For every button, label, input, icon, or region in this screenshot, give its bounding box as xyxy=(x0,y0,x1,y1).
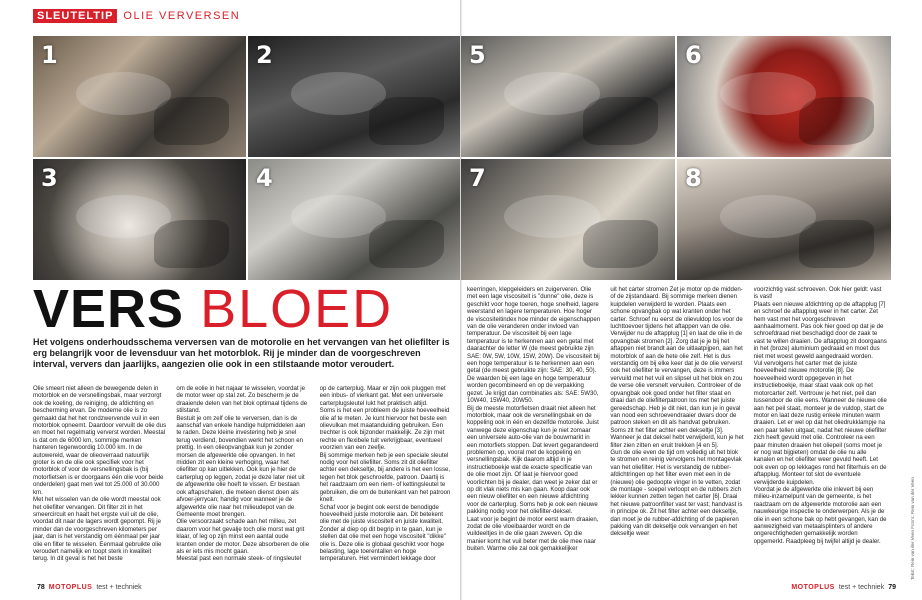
photo-step-2 xyxy=(248,36,461,157)
photo-grid-left xyxy=(33,36,461,280)
photo-step-1 xyxy=(33,36,246,157)
intro-paragraph: Het volgens onderhoudsschema verversen van de motorolie en het vervangen van het oliefilter is erg belangrijk voor de levensduur van het motorblok. Rij je minder dan de voorgeschreven interval, ververs dan jaarlijks, aangezien olie ook in een stilstaande motor veroudert. xyxy=(33,337,450,369)
column xyxy=(176,385,309,581)
credit-text: Tekst: Rein van der Veen Foto's: Rein van der Veen xyxy=(910,477,915,580)
paragraph: Olie smeert niet alleen de bewegende delen in motorblok en de versnellingsbak, maar verzorgt ook de koeling, de reiniging, de afdichting en bescherming ervan. De moderne olie is zo gemaakt dat het het rondzwervende vuil in een motorblok opneemt. Daardoor vervuilt de olie dus en moet het regelmatig ververst worden. Meestal is dat om de 6000 km, sommige merken hanteren tegenwoordig 10.000 km. In de autowereld, waar de olieoverraad natuurlijk groter is en de olie ook specifiek voor het motorblok of voor de versnellingsbak is (bij motorfietsen is er doorgaans één olie voor beide onderdelen) gaat men wel tot 25.000 of 30.000 km. xyxy=(33,385,167,496)
paragraph: Voordat je de afgewerkte olie inlevert bij een milieu-inzamelpunt van de gemeente, is het raadzaam om de afgewerkte motorolie aan een nauwkeurige inspectie te onderwerpen. Als je de olie in een schone bak op hebt gevangen, kan de aanwezigheid van metaalsplinters of andere ongerechtigheden gemakkelijk worden opgemerkt. Raadpleeg bij twijfel altijd je dealer. xyxy=(753,485,887,545)
paragraph: uit het carter stromen Zet je motor op de midden- of de zijstandaard. Bij sommige merken dienen kuipdelen verwijderd te worden. Plaats een schone opvangbak op wat kranten onder het carter. Schroef nu eerst de olievuldop los voor de luchttoevoer tijdens het aftappen van de olie. xyxy=(610,286,743,331)
page-footer-left xyxy=(33,582,142,592)
paragraph: keerringen, klepgeleiders en zuigerveren. Olie met een lage viscositeit is "dunne" olie, deze is geschikt voor hoge toeren, hoge snelheid, lagere weerstand en lagere temperaturen. Hoe hoger de viscositeitindex hoe minder de eigenschappen van de olie veranderen onder invloed van temperatuur. De viscositeit bij een lage temperatuur is te herkennen aan een getal met daarachter de letter W (de meest gebruikte zijn SAE: 0W, 5W, 10W, 15W, 20W). De viscositeit bij een hoge temperatuur is te herkennen aan een getal (de meest gebruikte zijn: SAE: 30, 40, 50). De waarden bij een lage en hoge temperatuur worden gecombineerd en op de verpakking gezet. Je krijgt dan combinaties als: SAE: 5W30, 10W40, 15W40, 20W50. xyxy=(467,286,601,405)
photo-step-6 xyxy=(677,36,891,157)
photo-step-7 xyxy=(461,159,675,280)
photo-step-3 xyxy=(33,159,246,280)
step-number: 7 xyxy=(469,164,486,192)
paragraph: Zonder al diep op dit begrip in te gaan, kun je stellen dat olie met een hoge viscositeit "dikke" olie is. Deze olie is globaal geschikt voor hoge belasting, lage toerentallen en hoge temperaturen. Het vermindert lekkage door xyxy=(319,525,446,563)
magazine-name: MOTOPLUS xyxy=(791,583,835,591)
body-columns-left xyxy=(33,385,453,581)
section-tag: SLEUTELTIP xyxy=(33,9,117,23)
photo-step-4 xyxy=(248,159,461,280)
paragraph: Bestuit je om zelf olie te verversen, dan is de aanschaf van enkele handige hulpmiddelen aan te raden. Deze kleine investering heb je snel terug verdiend, bovendien werkt het schoon en prettig. In een olieopvangbak kun je zonder morsen de afgewerkte olie opvangen. In het midden zit een kleine verhoging, waar het oliefilter op kan uitlekken. Ook kun je hier de carterplug op leggen, zodat je deze later niet uit de afgewerkte olie hoeft te vissen. Er bestaan ook aftapschalen, die meteen dienst doen als afvoer-jerrycan; handig voor wanneer je de afgewerkte olie naar het milieudepot van de Gemeente moet brengen. xyxy=(176,414,306,518)
headline-word-1: VERS xyxy=(33,279,185,339)
paragraph: om de eolie in het najaar te wisselen, voordat je de motor weer op stal zet. Zo bescherm je de draaiende delen van het blok optimaal tijdens de stilstand. xyxy=(176,385,308,415)
step-number: 4 xyxy=(256,164,273,192)
page-number: 78 xyxy=(37,583,45,591)
section-name: test + techniek xyxy=(838,583,885,591)
column xyxy=(320,385,453,581)
photo-grid-right xyxy=(461,36,891,280)
photo-credit xyxy=(910,460,918,580)
paragraph: Laat voor je begint de motor eerst warm draaien, zodat de olie vloeibaarder wordt en de vuildeeltjes in de olie gaan zweven. Op die manier komt het vuil beter met de olie mee naar buiten. Warme olie zal ook gemakkelijker xyxy=(467,515,599,553)
body-columns-right xyxy=(467,286,887,576)
paragraph: Plaats een nieuwe afdichtring op de aftapplug [7] en schroef de aftapplug weer in het carter. Zet hem vast met het voorgeschreven aanhaalmoment. Pas ook hier goed op dat je de schroefdraad niet beschadigd door de zaak te vast te willen draaien. De aftapplug zit doorgaans in het (broze) aluminium gedraaid en moet dus niet met woest geweld aangedraaid worden. xyxy=(753,300,887,360)
paragraph: Gun de olie even de tijd om volledig uit het blok te stromen en reinig vervolgens het montagevlak van het oliefilter. Het is verstandig de rubber-afdichtringen op het filter even met een in de (nieuwe) olie gedoopte vinger in te vetten, zodat de montage - soepel verloopt en de rubbers zich lekker kunnen zetten tegen het carter [6]. Draai het nieuwe patroonfilter vast ter vast; handvast is in principe ok. Zit het filter achter een dekseltje, dan moet je de rubber-afdichting of de papieren pakking van dit dekseltje ook vervangen en het dekseltje weer xyxy=(610,448,743,538)
page-footer-right xyxy=(791,582,900,592)
photo-step-8 xyxy=(677,159,891,280)
column xyxy=(33,385,166,581)
paragraph: Vul vervolgens het carter met de juiste hoeveelheid nieuwe motorolie [8]. De hoeveelheid wordt opgegeven in het instructieboekje, maar staat vaak ook op het motorcarter zelf. Vertrouw je het niet, peil dan tussendoor de olie eens. Wanneer de nieuwe olie aan het peil staat, monteer je de vuldop, start de motor en laat deze rustig enkele minuten warm draaien. Let er wel op dat het oliedrukklampje na een paar tellen uitgaat, nadat het nieuwe oliefilter zich heeft gevuld met olie. Controleer na een paar minuten draaien het oliepeil (soms moet je er nog wat bijgieten) omdat de olie nu alle kanalen en het oliefilter weer gevuld heeft. Let ook even op op lekkages rond het filterhuis en de aftapplug. Monteer tot slot de eventuele verwijderde kuipdelen. xyxy=(753,360,887,486)
paragraph: Soms zit het filter achter een dekseltje [3]. Wanneer je dat deksel hebt verwijderd, kun je het filter zien zitten en eruit trekken [4 en 5]. xyxy=(610,426,744,449)
page-number: 79 xyxy=(888,583,896,591)
column xyxy=(754,286,887,576)
paragraph: op de carterplug. Maar er zijn ook pluggen met een inbus- of vierkant gat. Met een universele carterplugsleutel lukt het praktisch altijd. xyxy=(319,385,446,407)
photo-step-5 xyxy=(461,36,675,157)
paragraph: Met het wisselen van de olie wordt meestal ook het oliefilter vervangen. Dit filter zit in het smeercircuit en haalt het ergste vuil uit de olie, voordat dit naar de lagers wordt gepompt. Rij je minder dan de voorgeschreven kilometers per jaar, dan is het verstandig om éénmaal per jaar olie en filter te wisselen. Eenmaal gebruikte olie veroudert namelijk en toopt sterk in kwaliteit terug. In dit geval is het het beste xyxy=(33,496,162,563)
paragraph: Schaf voor je begint ook eerst de benodigde hoeveelheid juiste motorolie aan. Dit betekent olie met de juiste viscositeit en juiste kwaliteit. xyxy=(319,503,443,526)
paragraph: Verwijder nu de aftapplug [1] en laat de olie in de opvangbak stromen [2]. Zorg dat je je bij het aftappen niet brandt aan de uitlaatpijpen, aan het motorblok of aan de hete olie zelf. Het is dus verstandig om bij elke keer dat je de olie ververst ook het oliefilter te vervangen, deze is immers vervuild met het vuil en slipsel uit het blok en zou de verse olie versnelt vervuilen. Controleer of de opvangbak ook goed onder het filter staat en draai dan de oliefilterpatroon los met het juiste gereedschap. Heb je dit niet, dan kun je in geval van nood een schroevendraaier dwars door de patroon steken en dit als handvat gebruiken. xyxy=(610,330,743,427)
paragraph: Olie versoorzaakt schade aan het milieu, zet daarom voor het gevalje toch olie morst wat grit klaar, of leg op zijn minst een aantal oude kranten onder de motor. Deze absorberen de olie als er iets mis mocht gaan. xyxy=(176,518,310,555)
paragraph: Bij sommige merken heb je een speciale sleutel nodig voor het oliefilter. Soms zit dit oliefilter achter een dekseltje, bij andere is het een losse, tegen het blok geschroefde, patroon. Daartij is het raadzaam om een riem- of kettingsleutel te gebruiken, die om de buitenkant van het patroon knelt. xyxy=(319,451,451,504)
step-number: 6 xyxy=(685,41,702,69)
step-number: 5 xyxy=(469,41,486,69)
paragraph: Soms is het een probleem de juiste hoeveelheid olie af te meten. Je kunt hiervoor het beste een olievulkan met maatanduiding gebruiken. Een trechter is ook bijzonder makkelijk. Ze zijn met rechte en flexibele tuit verkrijgbaar, eventueel voorzien van een zeefje. xyxy=(319,407,450,452)
section-name: test + techniek xyxy=(96,583,142,591)
right-page xyxy=(461,0,922,600)
paragraph: Bij de meeste motorfietsen draait niet alleen het motorblok, maar ook de versnellingsbak en de koppeling ook in één en dezelfde motorolie. Juist vanwege deze eigenschap kun je niet zomaar een universele auto-olie van de bouwmarkt in een motorfiets stoppen. Dat levert gegarandeerd problemen op, vooral met de koppeling en versnellingsbak. Kijk daarom altijd in je instructieboekje wat de exacte specificatie van de olie moet zijn. Of laat je hiervoor goed voorlichten bij je dealer, dan weet je zeker dat er op dit vlak niets mis kan gaan. Koop daar ook een nieuw oliefilter en een nieuwe afdichtring voor de carterplug. Soms heb je ook een nieuwe pakking nodig voor het oliefilter-deksel. xyxy=(467,404,599,516)
column xyxy=(610,286,743,576)
magazine-name: MOTOPLUS xyxy=(48,583,93,591)
step-number: 3 xyxy=(41,164,58,192)
step-number: 1 xyxy=(41,41,58,69)
step-number: 2 xyxy=(256,41,273,69)
headline xyxy=(33,279,394,339)
column xyxy=(467,286,600,576)
paragraph: voorzichtig vast schroeven. Ook hier geldt: vast is vast! xyxy=(753,286,882,301)
section-header xyxy=(33,8,240,24)
step-number: 8 xyxy=(685,164,702,192)
section-subtitle: OLIE VERVERSEN xyxy=(123,10,241,22)
paragraph: Meestal past een normale steek- of ringsleutel xyxy=(176,555,301,563)
headline-word-2: BLOED xyxy=(200,279,394,339)
